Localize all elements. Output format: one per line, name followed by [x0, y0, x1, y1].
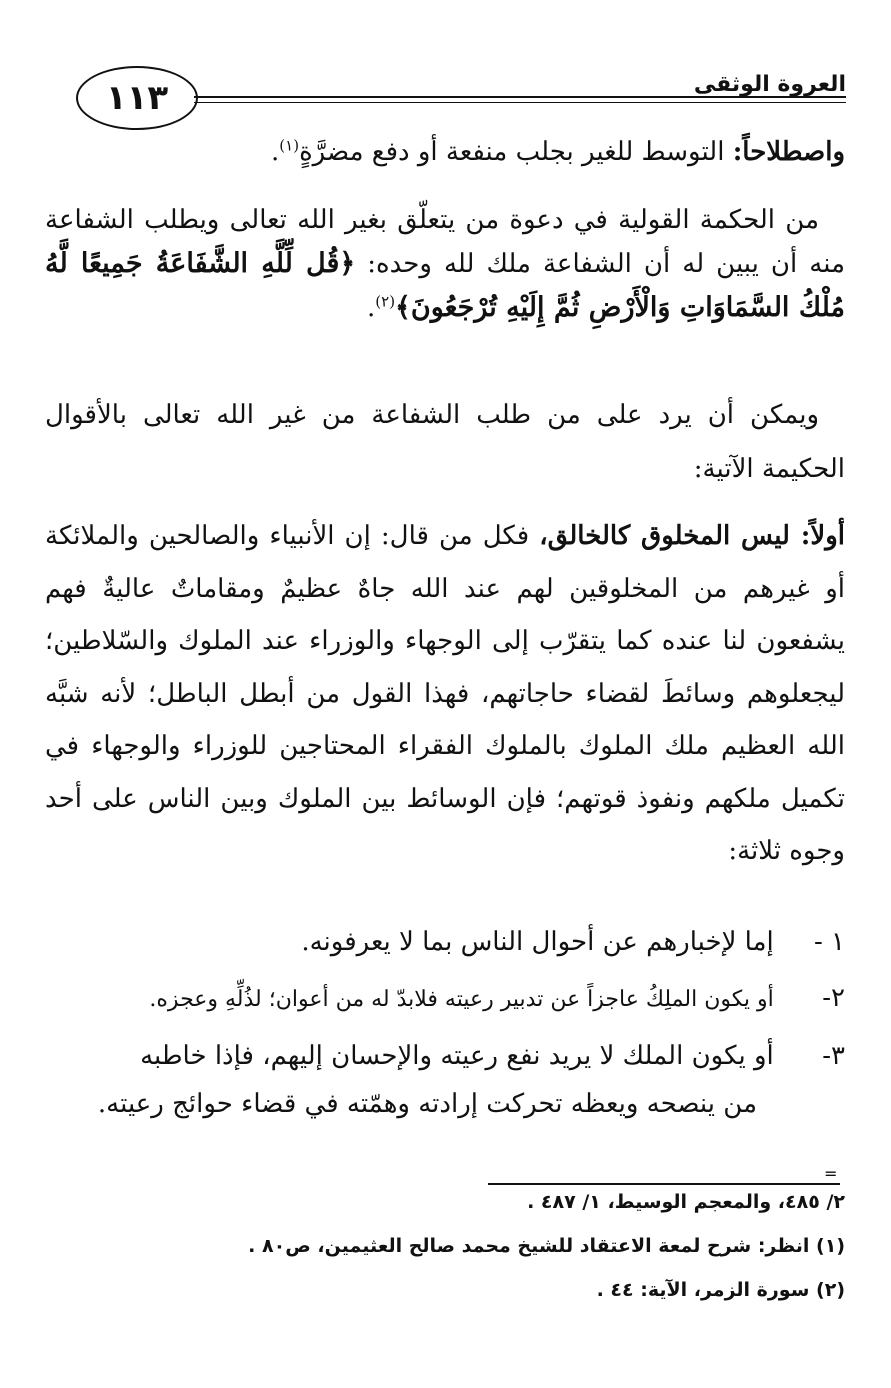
wisdom-line-1: من الحكمة القولية في دعوة من يتعلّق بغير الله تعالى ويطلب الشفاعة [45, 205, 819, 235]
footnote-2: (٢) سورة الزمر، الآية: ٤٤ . [596, 1279, 845, 1301]
footnote-continued: ٢/ ٤٨٥، والمعجم الوسيط، ١/ ٤٨٧ . [527, 1191, 845, 1213]
first-point-paragraph [45, 510, 845, 878]
page-number: ١١٣ [76, 66, 198, 130]
definition-paragraph [45, 128, 845, 176]
list-number: ١ - [813, 927, 845, 957]
definition-label: واصطلاحاً: [732, 137, 845, 167]
footnote-1: (١) انظر: شرح لمعة الاعتقاد للشيخ محمد صالح العثيمين، ص٨٠ . [248, 1235, 845, 1257]
list-item-2 [45, 974, 845, 1024]
header-rule-thin [194, 102, 846, 103]
wisdom-line-2: منه أن يبين له أن الشفاعة ملك لله وحده: [355, 249, 846, 279]
first-point-label: أولاً: ليس المخلوق كالخالق، [539, 521, 846, 551]
list-number: ٢- [822, 983, 845, 1013]
list-item-3 [45, 1032, 845, 1128]
list-text: أو يكون الملِكُ عاجزاً عن تدبير رعيته فلابدّ له من أعوان؛ لذُلِّهِ وعجزه. [149, 987, 774, 1012]
definition-end: . [271, 137, 280, 167]
list-number: ٣- [822, 1041, 845, 1071]
wisdom-paragraph [45, 198, 845, 330]
list-item-1 [45, 918, 845, 966]
footnote-rule [488, 1183, 840, 1185]
footnote-continuation-marker: = [824, 1164, 838, 1183]
wisdom-end: . [367, 293, 376, 323]
sayings-paragraph [45, 388, 845, 496]
first-point-text: فكل من قال: إن الأنبياء والصالحين والملائكة أو غيرهم من المخلوقين لهم عند الله جاهٌ عظيمٌ ومقاماتٌ عاليةٌ فهم يشفعون لنا عنده كما يتقرّب إلى الوجهاء والوزراء عند الملوك والسّلاطين؛ ليجعلوهم وسائطَ لقضاء حاجاتهم، فهذا القول من أبطل الباطل؛ لأنه شبَّه الله العظيم ملك الملوك بالملوك الفقراء المحتاجين للوزراء والوجهاء في تكميل ملكهم ونفوذ قوتهم؛ فإن الوسائط بين الملوك وبين الناس على أحد وجوه ثلاثة: [45, 521, 845, 866]
definition-text: التوسط للغير بجلب منفعة أو دفع مضرَّةٍ [299, 137, 733, 167]
footnote-ref-2: (٢) [375, 292, 396, 311]
book-title: العروة الوثقى [693, 72, 846, 97]
footnote-ref-1: (١) [279, 136, 300, 155]
page-header [76, 66, 846, 132]
list-text: أو يكون الملك لا يريد نفع رعيته والإحسان إليهم، فإذا خاطبه [140, 1041, 774, 1071]
sayings-text: ويمكن أن يرد على من طلب الشفاعة من غير الله تعالى بالأقوال الحكيمة الآتية: [45, 400, 845, 484]
list-text: إما لإخبارهم عن أحوال الناس بما لا يعرفونه. [301, 927, 774, 957]
quran-verse: ﴿قُل لِّلَّهِ الشَّفَاعَةُ جَمِيعًا لَّهُ مُلْكُ السَّمَاوَاتِ وَالْأَرْضِ ثُمَّ إِلَيْهِ تُرْجَعُونَ﴾ [45, 248, 845, 323]
list-text-continued: من ينصحه ويعظه تحركت إرادته وهمّته في قضاء حوائج رعيته. [97, 1089, 757, 1119]
